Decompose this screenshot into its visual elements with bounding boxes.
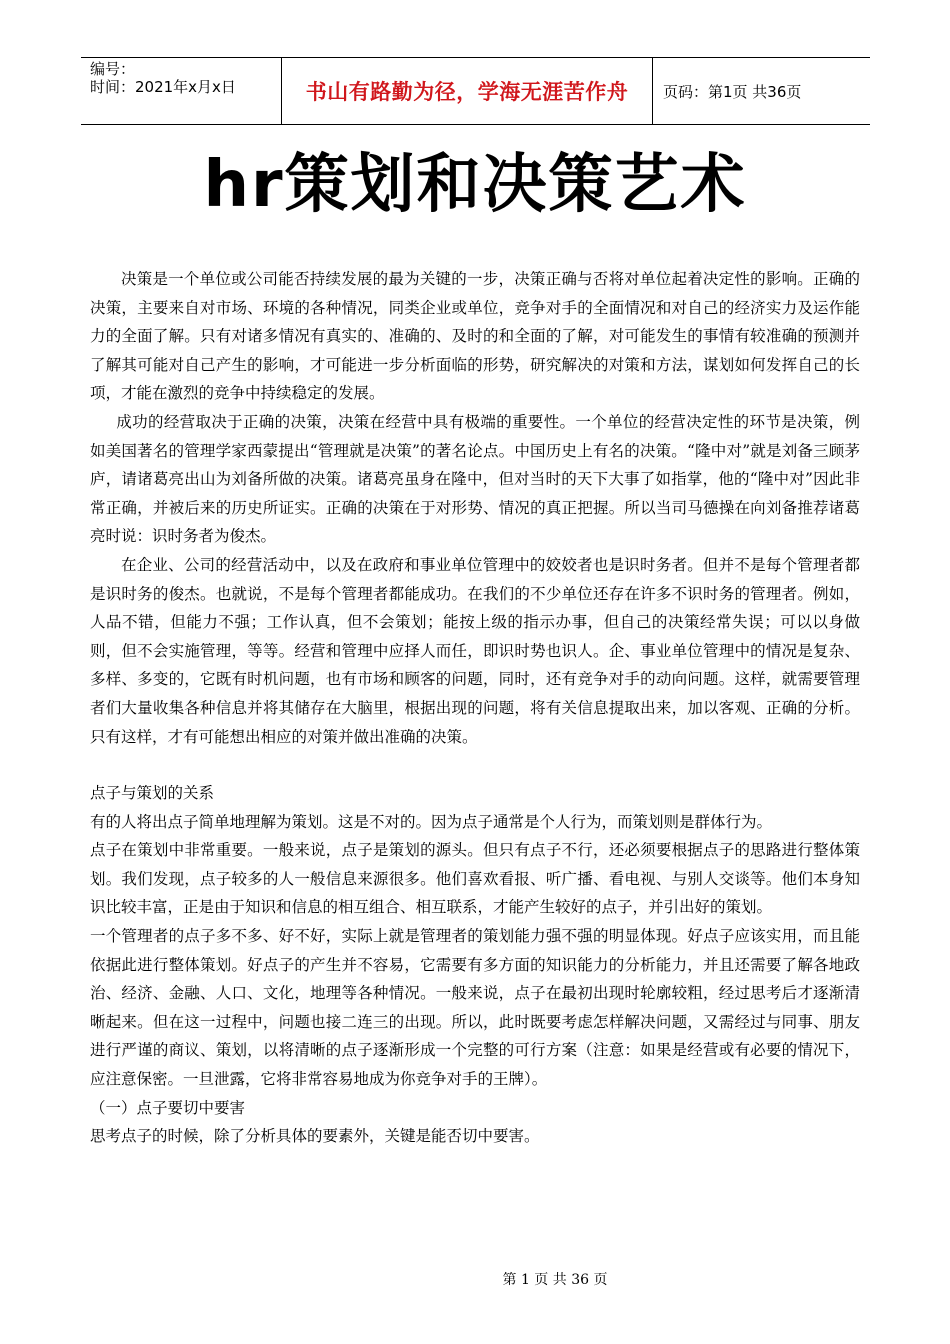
paragraph-decision-importance: 成功的经营取决于正确的决策，决策在经营中具有极端的重要性。一个单位的经营决定性的环节是决策，例如美国著名的管理学家西蒙提出“管理就是决策”的著名论点。中国历史上有名的决策。“隆中对”就是刘备三顾茅庐，请诸葛亮出山为刘备所做的决策。诸葛亮虽身在隆中，但对当时的天下大事了如指掌，他的“隆中对”因此非常正确，并被后来的历史所证实。正确的决策在于对形势、情况的真正把握。所以当司马德操在向刘备推荐诸葛亮时说：识时务者为俊杰。 [90, 412, 860, 546]
document-title: hr策划和决策艺术 [203, 148, 747, 222]
paragraph-idea-importance: 点子在策划中非常重要。一般来说，点子是策划的源头。但只有点子不行，还必须要根据点子的思路进行整体策划。我们发现，点子较多的人一般信息来源很多。他们喜欢看报、听广播、看电视、与别人交谈等。他们本身知识比较丰富，正是由于知识和信息的相互组合、相互联系，才能产生较好的点子，并引出好的策划。 [90, 841, 860, 917]
document-number-label: 编号： [90, 60, 136, 78]
section-heading: 点子与策划的关系 [90, 784, 215, 803]
header-motto: 书山有路勤为径，学海无涯苦作舟 [281, 58, 653, 124]
paragraph-managers: 在企业、公司的经营活动中，以及在政府和事业单位管理中的姣姣者也是识时务者。但并不是每个管理者都是识时务的俊杰。也就说，不是每个管理者都能成功。在我们的不少单位还存在许多不识时务的管理者。例如，人品不错，但能力不强；工作认真，但不会策划；能按上级的指示办事，但自己的决策经常失误；可以以身做则，但不会实施管理，等等。经营和管理中应择人而任，即识时势也识人。企、事业单位管理中的情况是复杂、多样、多变的，它既有时机问题，也有市场和顾客的问题，同时，还有竞争对手的动向问题。这样，就需要管理者们大量收集各种信息并将其储存在大脑里，根据出现的问题，将有关信息提取出来，加以客观、正确的分析。只有这样，才有可能想出相应的对策并做出准确的决策。 [90, 555, 860, 746]
paragraph-key-point: 思考点子的时候，除了分析具体的要素外，关键是能否切中要害。 [90, 1127, 540, 1146]
header-meta [81, 58, 281, 124]
paragraph-intro: 决策是一个单位或公司能否持续发展的最为关键的一步，决策正确与否将对单位起着决定性的影响。正确的决策，主要来自对市场、环境的各种情况，同类企业或单位，竞争对手的全面情况和对自己的经济实力及运作能力的全面了解。只有对诸多情况有真实的、准确的、及时的和全面的了解，对可能发生的事情有较准确的预测并了解其可能对自己产生的影响，才可能进一步分析面临的形势，研究解决的对策和方法，谋划如何发挥自己的长项，才能在激烈的竞争中持续稳定的发展。 [90, 270, 860, 403]
page-footer: 第 1 页 共 36 页 [502, 1272, 608, 1288]
paragraph-manager-ideas: 一个管理者的点子多不多、好不好，实际上就是管理者的策划能力强不强的明显体现。好点子应该实用，而且能依据此进行整体策划。好点子的产生并不容易，它需要有多方面的知识能力的分析能力，并且还需要了解各地政治、经济、金融、人口、文化，地理等各种情况。一般来说，点子在最初出现时轮廓较粗，经过思考后才逐渐清晰起来。但在这一过程中，问题也接二连三的出现。所以，此时既要考虑怎样解决问题，又需经过与同事、朋友进行严谨的商议、策划，以将清晰的点子逐渐形成一个完整的可行方案（注意：如果是经营或有必要的情况下，应注意保密。一旦泄露，它将非常容易地成为你竞争对手的王牌）。 [90, 927, 860, 1089]
page-header [81, 57, 870, 125]
subsection-heading: （一）点子要切中要害 [90, 1098, 246, 1117]
header-page-info: 页码：第1页 共36页 [663, 82, 802, 101]
document-time-label: 时间：2021年x月x日 [90, 78, 236, 96]
document-body [90, 265, 860, 1151]
paragraph-gap [90, 751, 860, 779]
paragraph-idea-definition: 有的人将出点子简单地理解为策划。这是不对的。因为点子通常是个人行为，而策划则是群体行为。 [90, 812, 773, 831]
